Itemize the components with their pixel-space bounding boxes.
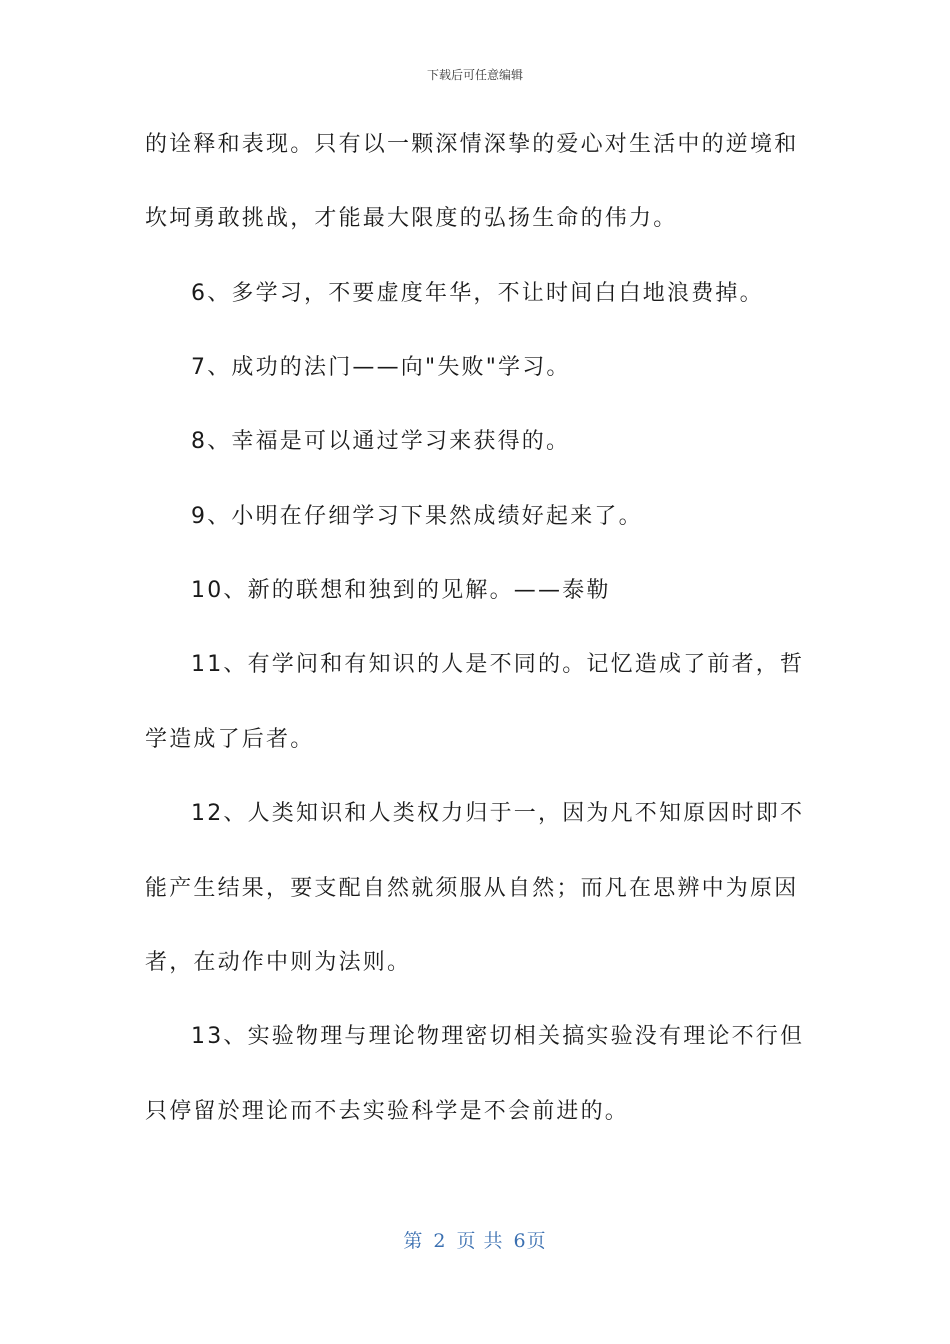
paragraph-line: 13、实验物理与理论物理密切相关搞实验没有理论不行但 bbox=[191, 1024, 805, 1049]
page-number-footer bbox=[0, 1226, 950, 1253]
footer-total-pages: 6页 bbox=[513, 1230, 547, 1252]
footer-label-page: 第 bbox=[403, 1230, 424, 1252]
paragraph-line: 11、有学问和有知识的人是不同的。记忆造成了前者，哲 bbox=[191, 652, 805, 677]
paragraph-line: 只停留於理论而不去实验科学是不会前进的。 bbox=[145, 1099, 630, 1124]
paragraph-line: 9、小明在仔细学习下果然成绩好起来了。 bbox=[191, 504, 643, 529]
paragraph-line: 12、人类知识和人类权力归于一，因为凡不知原因时即不 bbox=[191, 801, 805, 826]
paragraph-line: 能产生结果，要支配自然就须服从自然；而凡在思辨中为原因 bbox=[145, 876, 799, 901]
paragraph-line: 学造成了后者。 bbox=[145, 727, 315, 752]
paragraph-line: 10、新的联想和独到的见解。——泰勒 bbox=[191, 578, 611, 603]
paragraph-line: 坎坷勇敢挑战，才能最大限度的弘扬生命的伟力。 bbox=[145, 206, 678, 231]
header-note: 下载后可任意编辑 bbox=[426, 68, 523, 82]
footer-current-page: 2 bbox=[433, 1230, 447, 1252]
footer-label-of: 页 共 bbox=[456, 1230, 504, 1252]
paragraph-line: 7、成功的法门——向"失败"学习。 bbox=[191, 355, 571, 380]
paragraph-line: 8、幸福是可以通过学习来获得的。 bbox=[191, 429, 571, 454]
paragraph-line: 6、多学习，不要虚度年华，不让时间白白地浪费掉。 bbox=[191, 281, 764, 306]
paragraph-line: 的诠释和表现。只有以一颗深情深挚的爱心对生活中的逆境和 bbox=[145, 132, 799, 157]
paragraph-line: 者，在动作中则为法则。 bbox=[145, 950, 412, 975]
